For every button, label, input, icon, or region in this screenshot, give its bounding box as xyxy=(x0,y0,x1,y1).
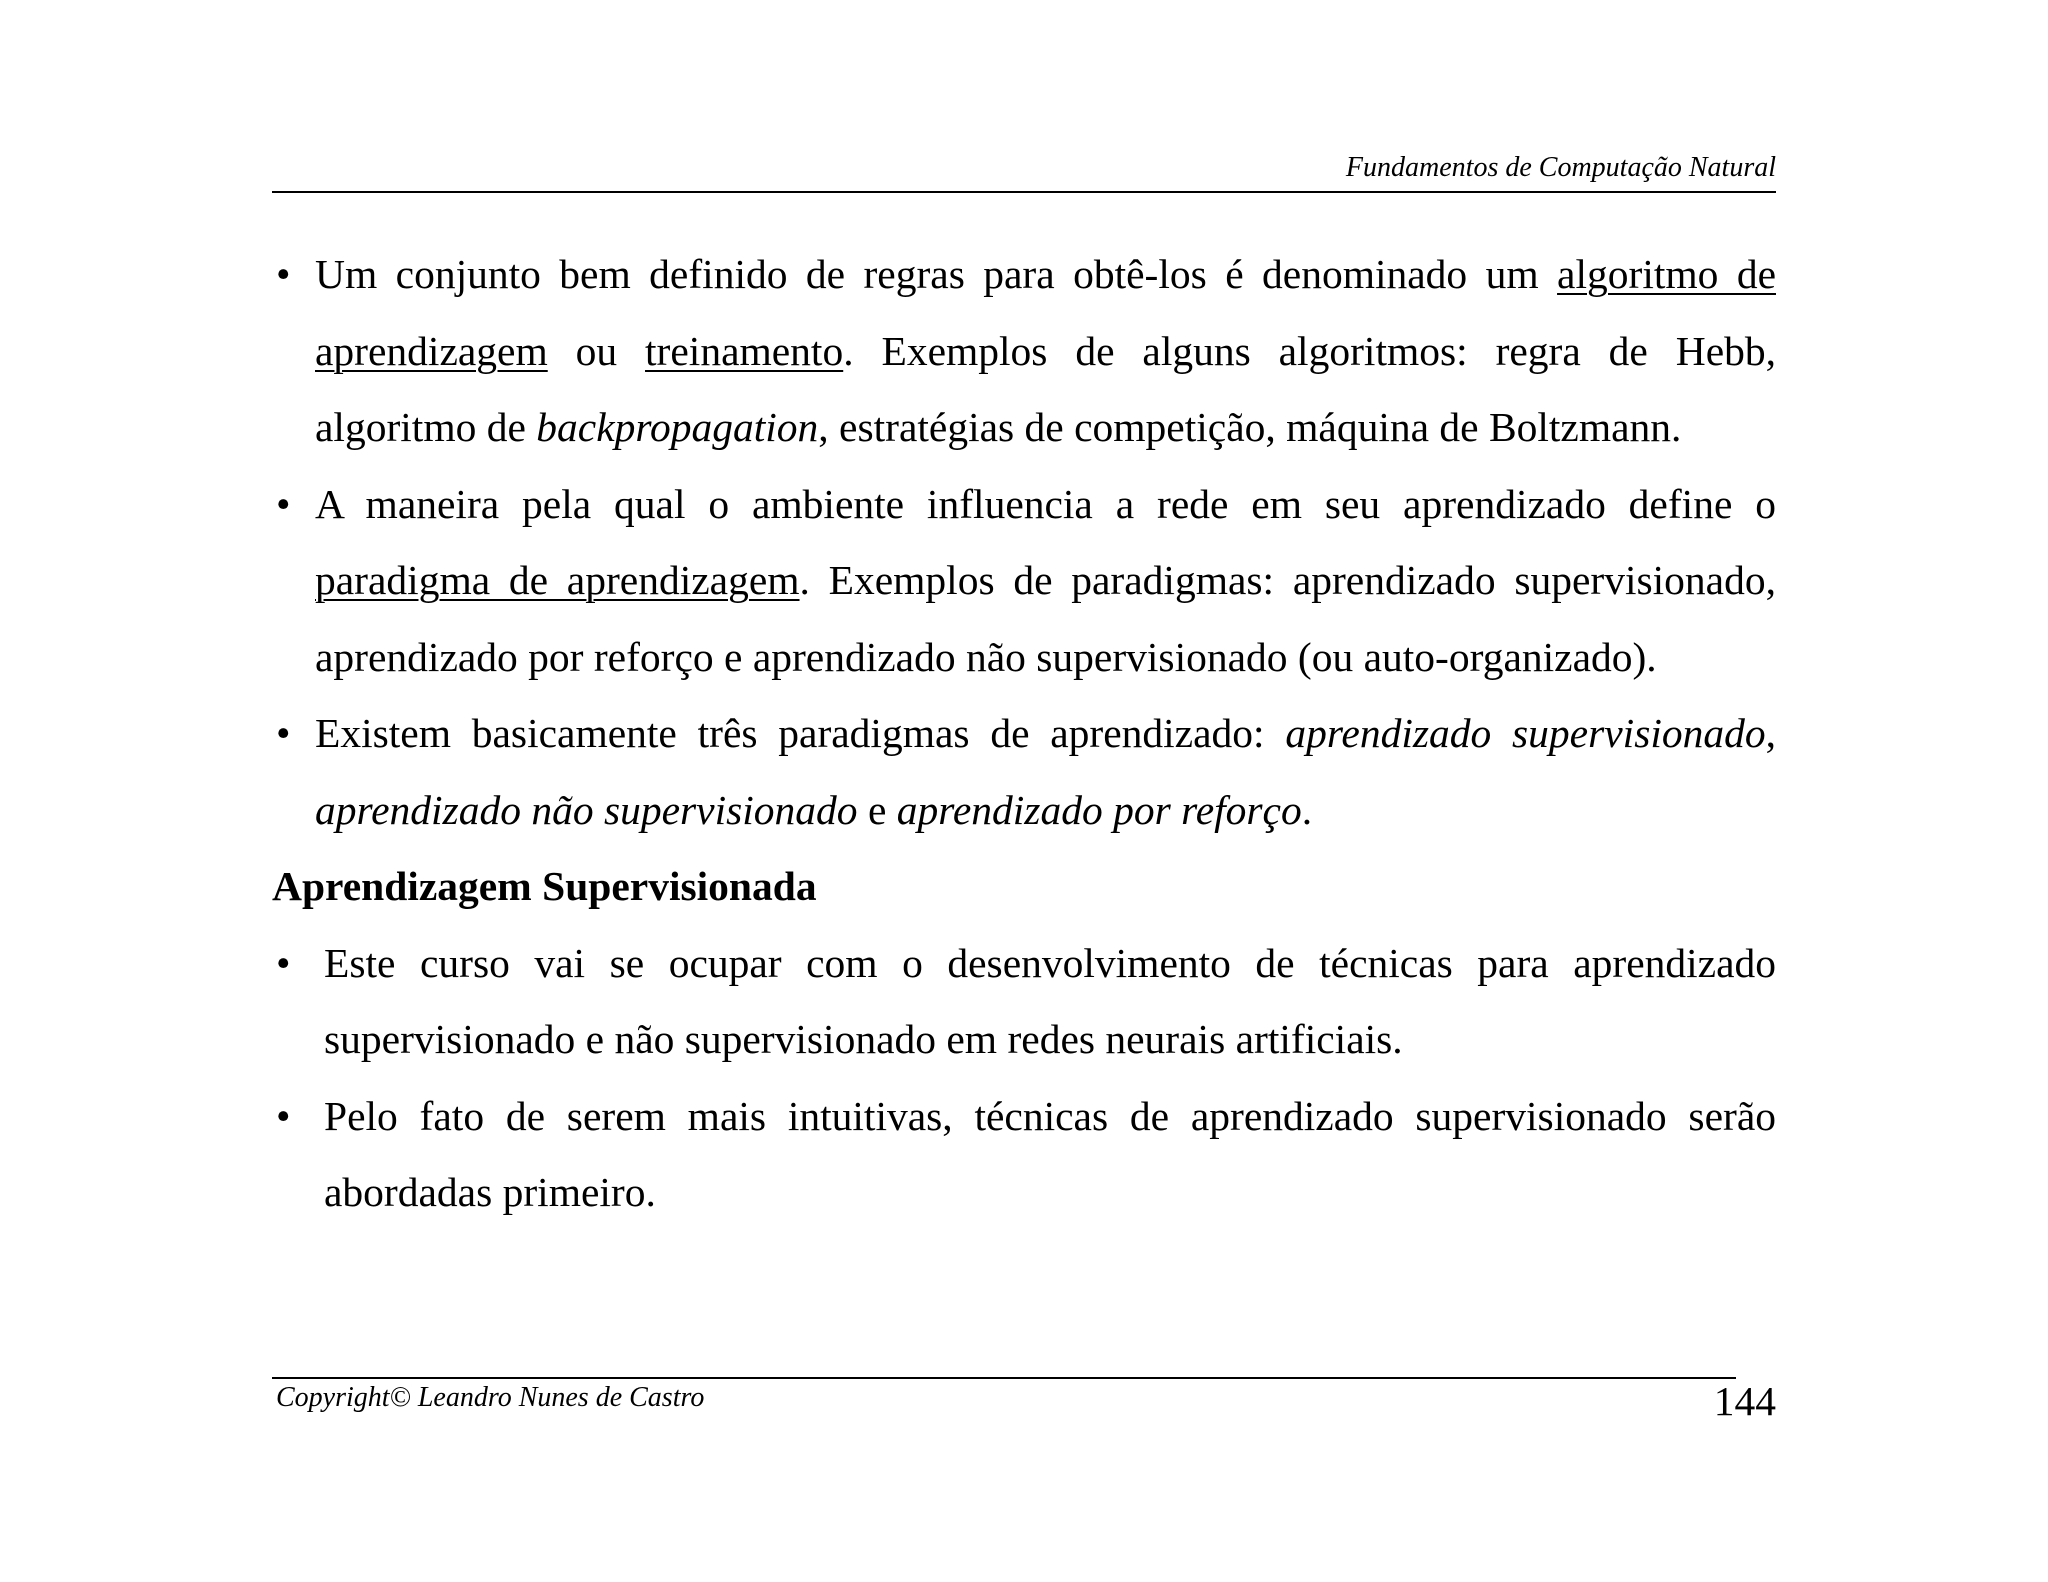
page-number: 144 xyxy=(1713,1378,1776,1424)
bullet-item-learning-paradigm xyxy=(272,466,1776,696)
italic-term-reinforcement: aprendizado por reforço xyxy=(896,786,1302,833)
underlined-term-learning-algorithm: algoritmo de aprendizagem xyxy=(315,251,1776,374)
bullet-text xyxy=(315,695,1776,848)
bullet-text xyxy=(315,236,1776,466)
section-heading: Aprendizagem Supervisionada xyxy=(272,863,817,909)
text-run: . xyxy=(1301,786,1313,833)
bullet-item-three-paradigms xyxy=(272,695,1776,848)
bullet-text xyxy=(315,466,1776,696)
italic-term-supervised: aprendizado supervisionado xyxy=(1285,710,1766,756)
bullet-item-learning-algorithm xyxy=(272,236,1776,466)
text-run: , estratégias de competição, máquina de Boltzmann. xyxy=(818,404,1682,450)
running-header-title: Fundamentos de Computação Natural xyxy=(1345,152,1776,183)
bullet-icon: • xyxy=(276,939,291,986)
underlined-term-learning-paradigm: paradigma de aprendizagem xyxy=(315,557,800,603)
bullet-item-course-scope xyxy=(272,925,1776,1078)
italic-term-unsupervised: aprendizado não supervisionado xyxy=(315,786,858,833)
text-run: e xyxy=(857,786,897,833)
footer-copyright: Copyright© Leandro Nunes de Castro xyxy=(276,1382,705,1413)
text-run: ou xyxy=(547,327,646,374)
text-run: , xyxy=(1765,710,1776,756)
text-run: Existem basicamente três paradigmas de aprendizado: xyxy=(315,710,1286,756)
bullet-icon: • xyxy=(276,710,291,756)
bullet-icon: • xyxy=(276,251,291,297)
body-text xyxy=(272,236,1776,1231)
text-run: . Exemplos de alguns algoritmos: regra de Hebb, algoritmo de xyxy=(315,327,1777,450)
italic-term-backpropagation: backpropagation xyxy=(536,404,819,450)
text-run: Um conjunto bem definido de regras para obtê-los é denominado um xyxy=(315,251,1558,297)
text-run: A maneira pela qual o ambiente influencia a rede em seu aprendizado define o xyxy=(315,480,1776,527)
bullet-icon: • xyxy=(276,1092,291,1139)
bullet-text: Este curso vai se ocupar com o desenvolvimento de técnicas para aprendizado supervisionado e não supervisionado em redes neurais artificiais. xyxy=(324,939,1776,1062)
header-rule xyxy=(272,191,1776,193)
bullet-text: Pelo fato de serem mais intuitivas, técnicas de aprendizado supervisionado serão abordadas primeiro. xyxy=(324,1092,1776,1215)
text-run: . Exemplos de paradigmas: aprendizado supervisionado, aprendizado por reforço e aprendizado não supervisionado (ou auto-organizado). xyxy=(315,557,1776,680)
footer-rule xyxy=(272,1377,1736,1379)
bullet-item-supervised-first xyxy=(272,1078,1776,1231)
bullet-icon: • xyxy=(276,480,291,527)
underlined-term-training: treinamento xyxy=(645,327,844,374)
